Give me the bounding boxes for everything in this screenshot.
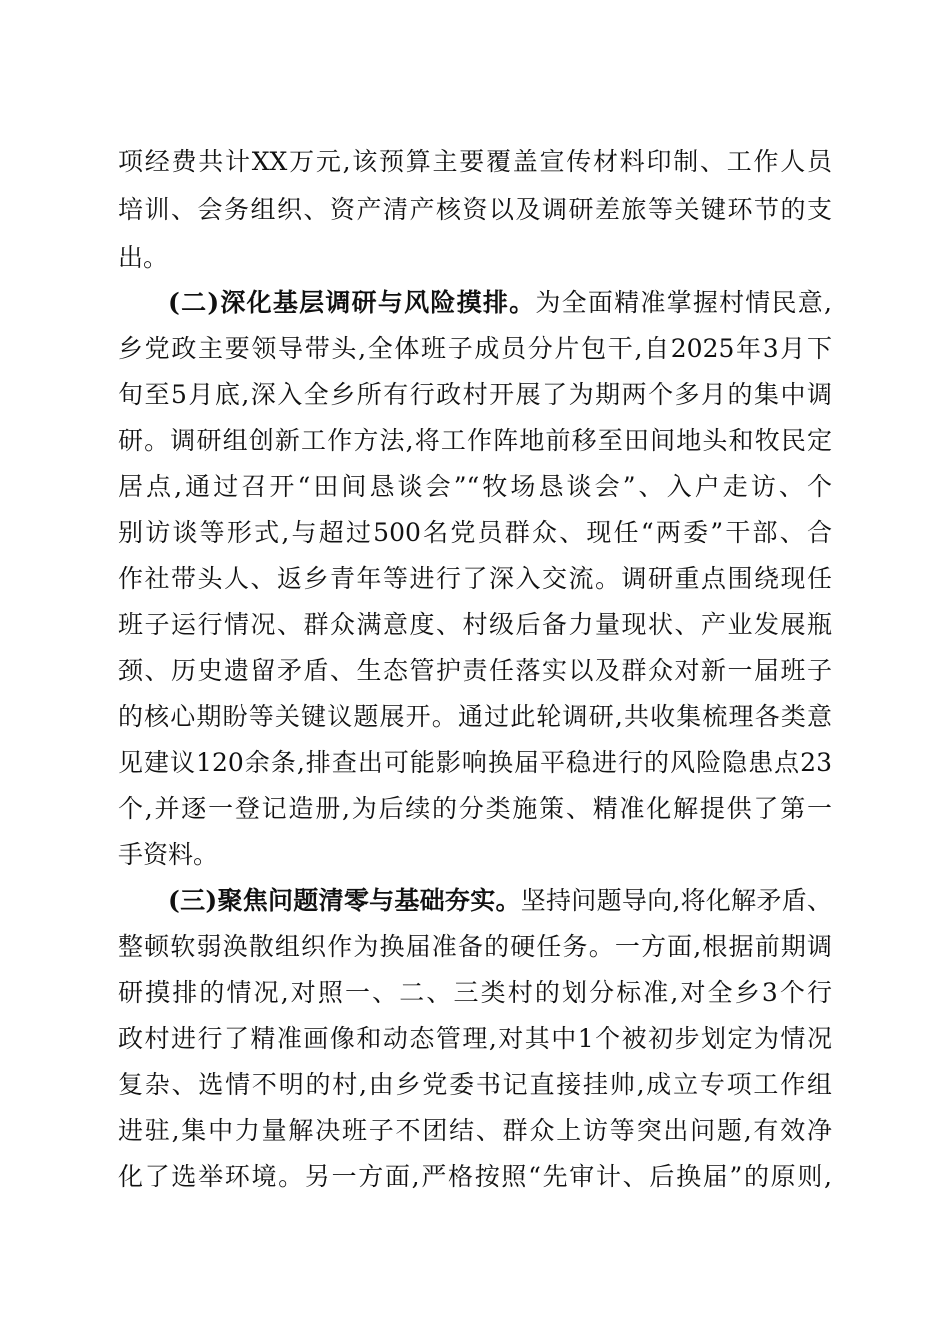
paragraph-3-line-1 [168,882,832,920]
paragraph-2-line-7: 作社带头人、返乡青年等进行了深入交流。调研重点围绕现任 [118,564,832,593]
paragraph-2-line-5: 居点,通过召开“田间恳谈会”“牧场恳谈会”、入户走访、个 [118,472,832,501]
paragraph-3-line-3: 研摸排的情况,对照一、二、三类村的划分标准,对全乡3个行 [118,978,832,1007]
paragraph-2-line-9: 颈、历史遗留矛盾、生态管护责任落实以及群众对新一届班子 [118,656,832,685]
paragraph-3-line-2: 整顿软弱涣散组织作为换届准备的硬任务。一方面,根据前期调 [118,932,832,961]
paragraph-3-line-4: 政村进行了精准画像和动态管理,对其中1个被初步划定为情况 [118,1024,832,1053]
paragraph-2-line-4: 研。调研组创新工作方法,将工作阵地前移至田间地头和牧民定 [118,426,832,455]
paragraph-2-line-8: 班子运行情况、群众满意度、村级后备力量现状、产业发展瓶 [118,610,832,639]
paragraph-3-line-1-text: 坚持问题导向,将化解矛盾、 [520,886,832,915]
paragraph-1-line-3: 出。 [118,243,169,272]
paragraph-2-line-6: 别访谈等形式,与超过500名党员群众、现任“两委”干部、合 [118,518,832,547]
paragraph-2-line-13: 手资料。 [118,840,219,869]
paragraph-2-line-11: 见建议120余条,排查出可能影响换届平稳进行的风险隐患点23 [118,748,832,777]
paragraph-3-line-7: 化了选举环境。另一方面,严格按照“先审计、后换届”的原则, [118,1162,832,1191]
paragraph-2-line-1 [168,284,832,322]
paragraph-3-line-6: 进驻,集中力量解决班子不团结、群众上访等突出问题,有效净 [118,1116,832,1145]
paragraph-1-line-2: 培训、会务组织、资产清产核资以及调研差旅等关键环节的支 [118,195,832,224]
section-heading-3: (三)聚焦问题清零与基础夯实。 [168,886,521,915]
paragraph-2-line-3: 旬至5月底,深入全乡所有行政村开展了为期两个多月的集中调 [118,380,832,409]
paragraph-2-line-10: 的核心期盼等关键议题展开。通过此轮调研,共收集梳理各类意 [118,702,832,731]
paragraph-2-line-12: 个,并逐一登记造册,为后续的分类施策、精准化解提供了第一 [118,794,832,823]
section-heading-2: (二)深化基层调研与风险摸排。 [168,288,536,317]
paragraph-1-line-1: 项经费共计XX万元,该预算主要覆盖宣传材料印制、工作人员 [118,147,832,176]
paragraph-2-line-1-text: 为全面精准掌握村情民意, [535,288,832,317]
paragraph-2-line-2: 乡党政主要领导带头,全体班子成员分片包干,自2025年3月下 [118,334,832,363]
paragraph-3-line-5: 复杂、选情不明的村,由乡党委书记直接挂帅,成立专项工作组 [118,1070,832,1099]
